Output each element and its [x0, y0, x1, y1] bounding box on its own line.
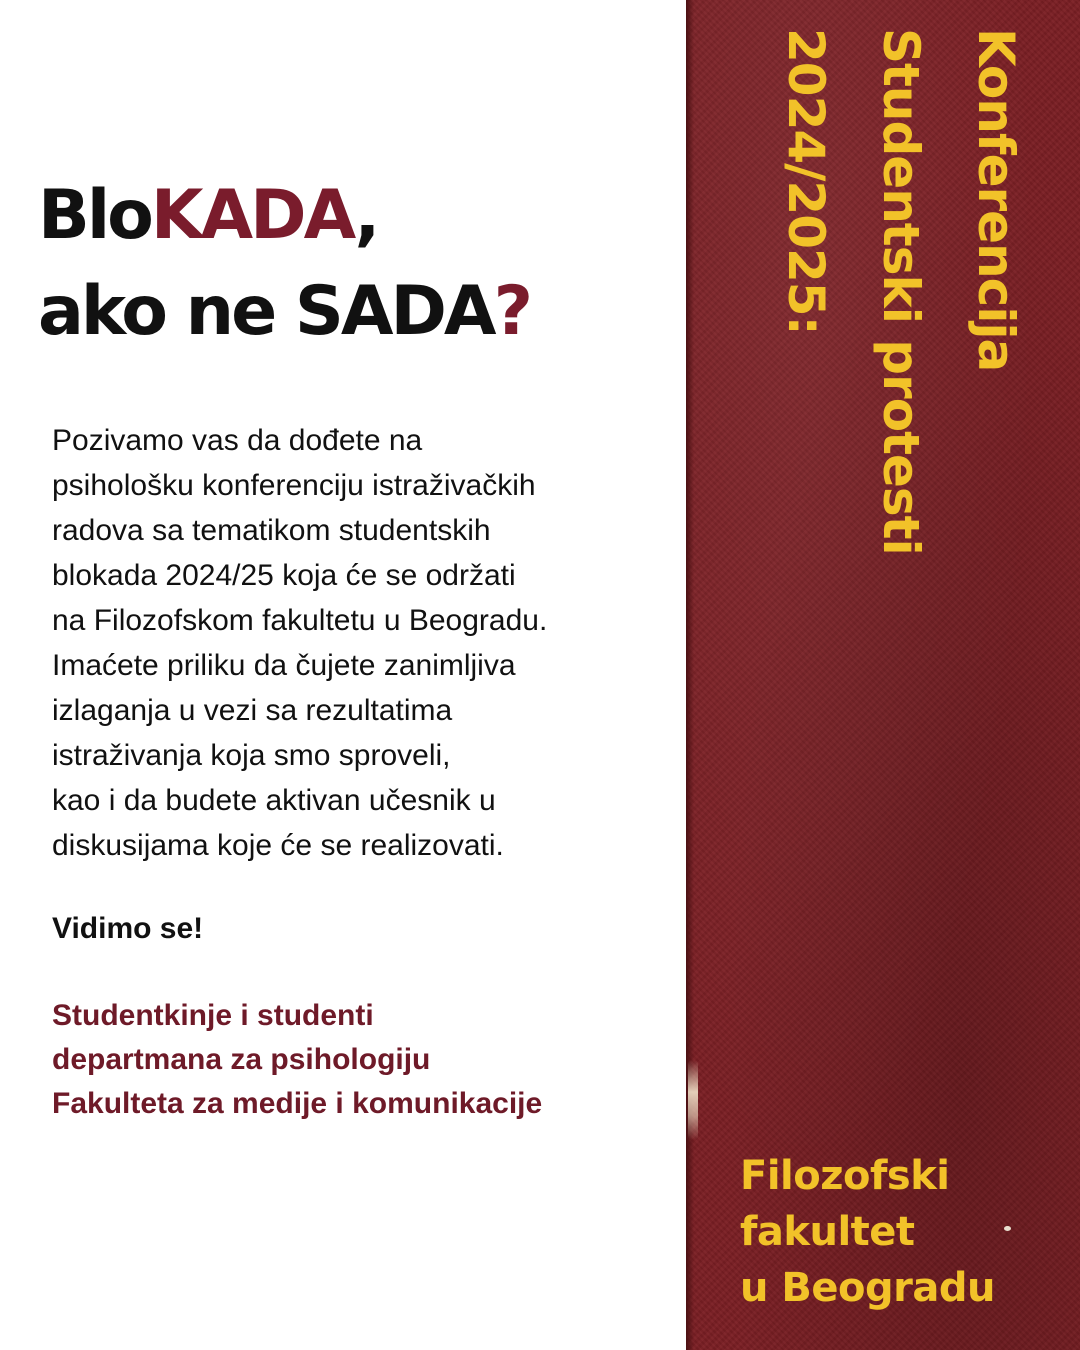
- spine-dot: [1004, 1226, 1011, 1231]
- headline-kada: KADA: [150, 176, 355, 255]
- headline-comma: ,: [354, 176, 378, 255]
- invitation-text: Pozivamo vas da dođete na psihološku konferenciju istraživačkih radova sa tematikom studentskih blokada 2024/25 koja će se održati na Filozofskom fakultetu u Beogradu. Imaćete priliku da čujete zanimljiva izlaganja u vezi sa rezultatima istraživanja koja smo sproveli, kao i da budete aktivan učesnik u diskusijama koje će se realizovati.: [52, 424, 548, 862]
- headline-question-mark: ?: [493, 272, 531, 351]
- headline-ako-ne-sada: ako ne SADA: [38, 272, 494, 351]
- faculty-name: Filozofski fakultet u Beogradu: [740, 1153, 995, 1311]
- headline-blo: Blo: [38, 176, 151, 255]
- greeting: Vidimo se!: [52, 912, 204, 945]
- headline-line2: [38, 272, 530, 351]
- headline: [38, 168, 530, 360]
- spine-scratch: [688, 1060, 698, 1140]
- spine-edge: [686, 0, 694, 1350]
- conference-title: Konferencija Studentski protesti 2024/2025:: [777, 28, 1025, 555]
- headline-line1: [38, 176, 377, 255]
- signature: Studentkinje i studenti departmana za psihologiju Fakulteta za medije i komunikacije: [52, 999, 543, 1120]
